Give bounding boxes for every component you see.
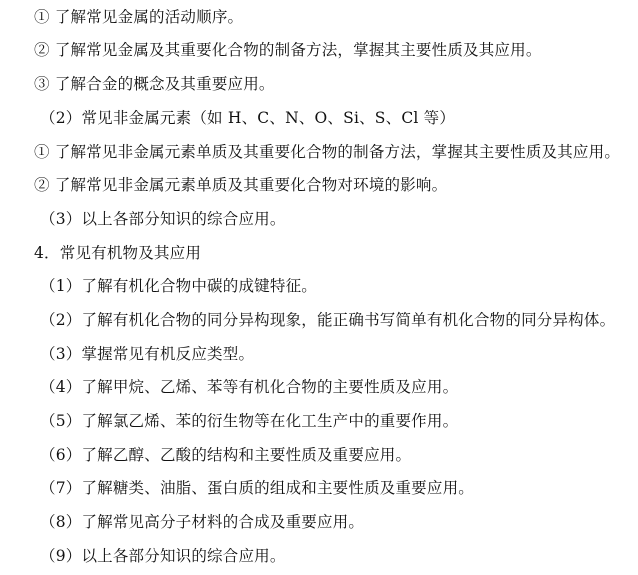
list-item: （4）了解甲烷、乙烯、苯等有机化合物的主要性质及应用。 [40,378,459,396]
list-item: ② 了解常见非金属元素单质及其重要化合物对环境的影响。 [34,176,448,194]
list-item: （7）了解糖类、油脂、蛋白质的组成和主要性质及重要应用。 [40,479,474,497]
section-subheading: （2）常见非金属元素（如 H、C、N、O、Si、S、Cl 等） [40,109,456,127]
list-item: ③ 了解合金的概念及其重要应用。 [34,75,275,93]
list-item: （6）了解乙醇、乙酸的结构和主要性质及重要应用。 [40,446,412,464]
section-heading: 4．常见有机物及其应用 [34,244,202,262]
list-item: （8）了解常见高分子材料的合成及重要应用。 [40,513,365,531]
list-item: （9）以上各部分知识的综合应用。 [40,547,286,565]
list-item: （5）了解氯乙烯、苯的衍生物等在化工生产中的重要作用。 [40,412,459,430]
list-item: ② 了解常见金属及其重要化合物的制备方法，掌握其主要性质及其应用。 [34,41,542,59]
list-item: （1）了解有机化合物中碳的成键特征。 [40,277,317,295]
list-item: （3）以上各部分知识的综合应用。 [40,210,286,228]
list-item: （2）了解有机化合物的同分异构现象，能正确书写简单有机化合物的同分异构体。 [40,311,616,329]
list-item: （3）掌握常见有机反应类型。 [40,345,255,363]
list-item: ① 了解常见金属的活动顺序。 [34,8,244,26]
list-item: ① 了解常见非金属元素单质及其重要化合物的制备方法，掌握其主要性质及其应用。 [34,143,621,161]
